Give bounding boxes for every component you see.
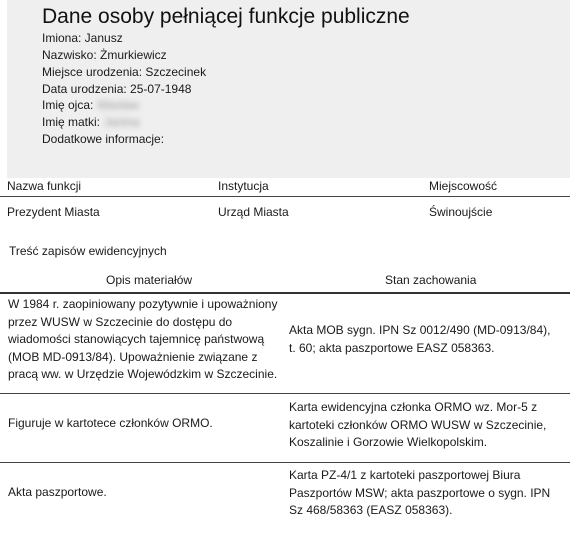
col-instytucja: Instytucja	[218, 179, 269, 193]
field-data-urodzenia: Data urodzenia: 25-07-1948	[42, 82, 192, 96]
row-2-opis: Figuruje w kartotece członków ORMO.	[8, 416, 213, 430]
field-nazwisko: Nazwisko: Żmurkiewicz	[42, 48, 167, 62]
page-title: Dane osoby pełniącej funkcje publiczne	[42, 5, 410, 28]
row-1-opis: W 1984 r. zaopiniowany pozytywnie i upoważniony przez WUSW w Szczecinie do dostępu do wiadomości stanowiących tajemnicę państwową (MOB MD-0913/84). Upoważnienie związane z pracą ww. w Urzędzie Wojewódzkim w Szczecinie.	[8, 297, 278, 381]
row-divider	[0, 393, 570, 394]
cell-miejscowosc: Świnoujście	[429, 205, 493, 219]
col-nazwa-funkcji: Nazwa funkcji	[7, 179, 82, 193]
imie-matki-label: Imię matki:	[42, 115, 101, 129]
person-header	[7, 0, 570, 178]
cell-nazwa-funkcji: Prezydent Miasta	[7, 205, 100, 219]
row-1-stan: Akta MOB sygn. IPN Sz 0012/490 (MD-0913/84), t. 60; akta paszportowe EASZ 058363.	[289, 323, 551, 355]
field-miejsce-urodzenia: Miejsce urodzenia: Szczecinek	[42, 65, 207, 79]
header-opis-materialow: Opis materiałów	[106, 273, 193, 287]
divider	[0, 196, 570, 197]
col-miejscowosc: Miejscowość	[429, 179, 498, 193]
field-imie-matki	[42, 115, 139, 129]
field-dodatkowe-informacje: Dodatkowe informacje:	[42, 132, 165, 146]
row-2-stan: Karta ewidencyjna członka ORMO wz. Mor-5 z kartoteki członków ORMO WUSW w Szczecinie, Koszalinie i Gorzowie Wielkopolskim.	[289, 400, 547, 449]
cell-instytucja: Urząd Miasta	[218, 205, 289, 219]
header-stan-zachowania: Stan zachowania	[385, 273, 477, 287]
row-3-opis: Akta paszportowe.	[8, 485, 107, 499]
imie-ojca-value-redacted: Wacław	[97, 98, 139, 112]
field-imiona: Imiona: Janusz	[42, 31, 123, 45]
imie-matki-value-redacted: Janina	[104, 115, 140, 129]
section-title: Treść zapisów ewidencyjnych	[9, 244, 167, 258]
row-3-stan: Karta PZ-4/1 z kartoteki paszportowej Biura Paszportów MSW; akta paszportowe o sygn. IPN Sz 468/58363 (EASZ 058363).	[289, 468, 551, 517]
row-divider	[0, 462, 570, 463]
imie-ojca-label: Imię ojca:	[42, 98, 94, 112]
header-divider	[0, 292, 570, 294]
field-imie-ojca	[42, 98, 139, 112]
